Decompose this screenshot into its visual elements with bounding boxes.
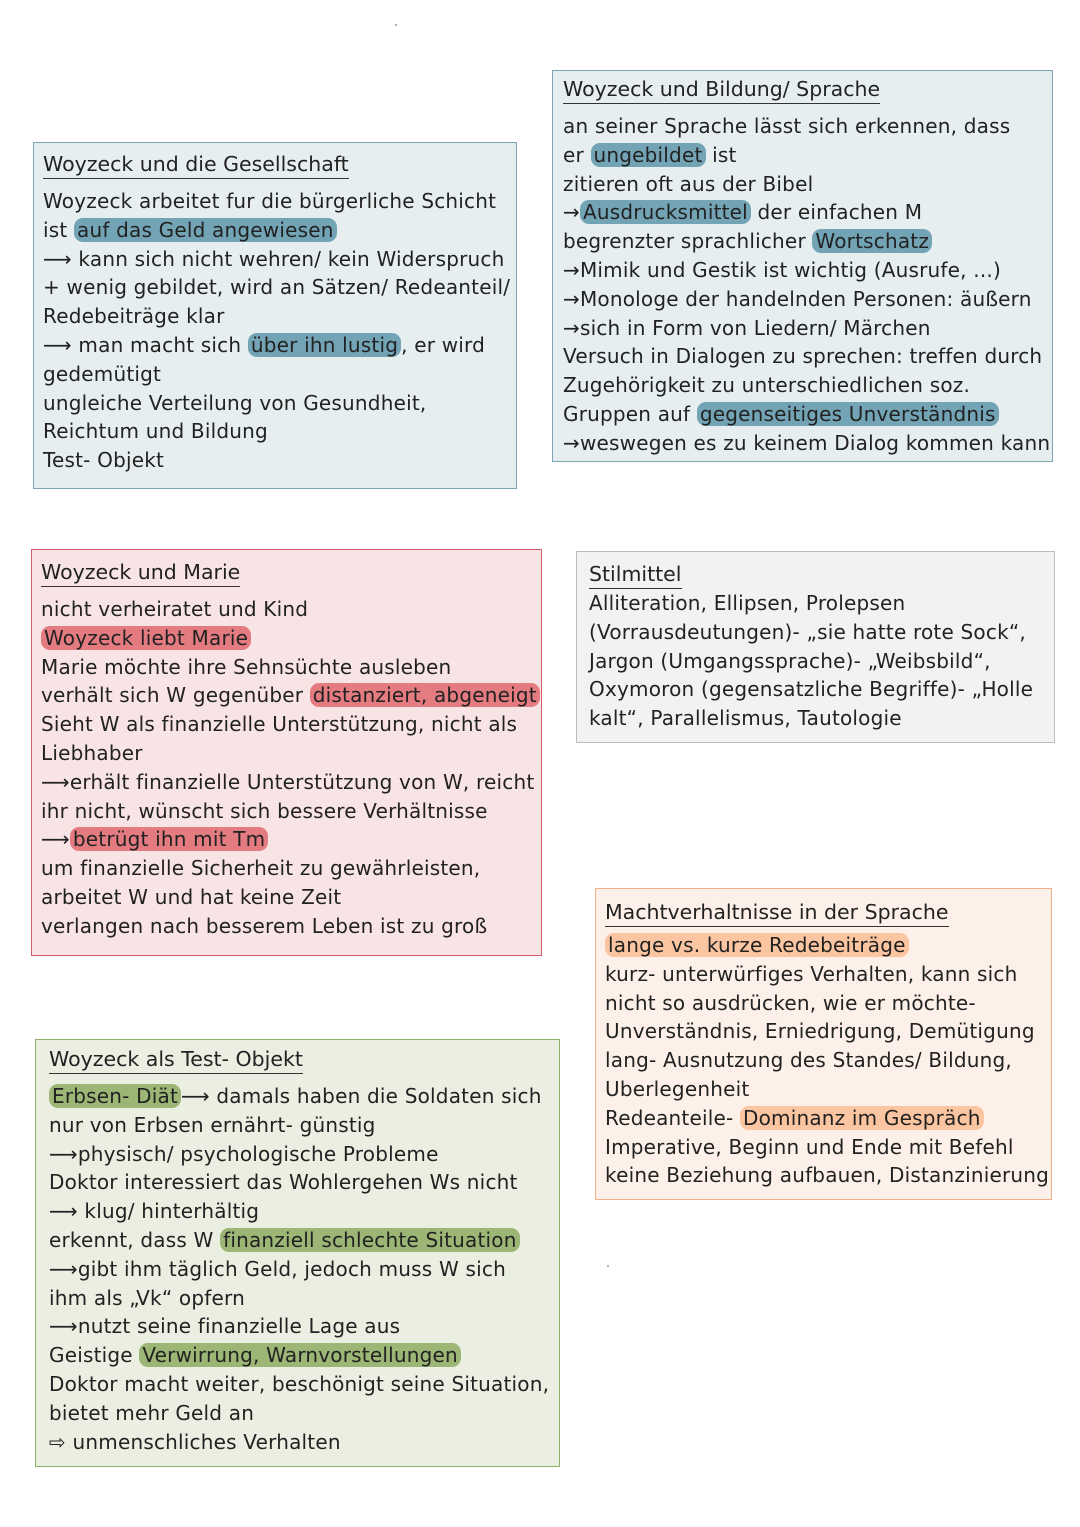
text-segment: , er wird xyxy=(401,332,485,357)
text-line: bietet mehr Geld an xyxy=(49,1400,255,1425)
card-test-objekt xyxy=(35,1039,560,1467)
text-line: Unverständnis, Erniedrigung, Demütigung xyxy=(605,1019,1035,1044)
text-line: ⟶nutzt seine finanzielle Lage aus xyxy=(49,1314,401,1339)
text-line xyxy=(563,198,1042,227)
stray-dot xyxy=(607,1265,609,1267)
highlight: Dominanz im Gespräch xyxy=(740,1106,984,1130)
text-line: nicht so ausdrücken, wie er möchte- xyxy=(605,990,976,1015)
text-line: Imperative, Beginn und Ende mit Befehl xyxy=(605,1134,1014,1159)
text-line: ⟶gibt ihm täglich Geld, jedoch muss W sich xyxy=(49,1256,506,1281)
text-line: + wenig gebildet, wird an Sätzen/ Redeanteil/ xyxy=(43,275,511,300)
text-line: Test- Objekt xyxy=(43,448,165,473)
text-line: →Mimik und Gestik ist wichtig (Ausrufe, ...) xyxy=(563,257,1001,282)
text-line: →Monologe der handelnden Personen: äußern xyxy=(563,286,1032,311)
text-line: ⇨ unmenschliches Verhalten xyxy=(49,1429,341,1454)
text-line: Woyzeck arbeitet fur die bürgerliche Schicht xyxy=(43,189,497,213)
text-line xyxy=(563,400,1042,429)
text-line xyxy=(49,1082,549,1111)
text-segment: ⟶ xyxy=(41,827,70,852)
text-line: Doktor interessiert das Wohlergehen Ws nicht xyxy=(49,1170,518,1195)
text-line xyxy=(41,624,531,653)
text-line xyxy=(43,216,506,245)
text-line xyxy=(563,141,1042,170)
text-line: Jargon (Umgangssprache)- „Weibsbild“, xyxy=(589,648,991,673)
text-line: Sieht W als finanzielle Unterstützung, nicht als xyxy=(41,712,518,737)
text-line: Redebeiträge klar xyxy=(43,304,225,329)
text-line: (Vorrausdeutungen)- „sie hatte rote Sock“, xyxy=(589,619,1026,644)
text-line: ⟶ kann sich nicht wehren/ kein Widerspruch xyxy=(43,246,505,271)
card-machtverhaeltnisse xyxy=(595,888,1052,1200)
text-line: ungleiche Verteilung von Gesundheit, xyxy=(43,390,427,415)
text-line xyxy=(605,1104,1041,1133)
text-line: gedemütigt xyxy=(43,361,162,386)
text-line: kurz- unterwürfiges Verhalten, kann sich xyxy=(605,961,1018,986)
text-segment: der einfachen M xyxy=(750,200,923,225)
card-title: Stilmittel xyxy=(589,561,682,589)
text-line: Oxymoron (gegensatzliche Begriffe)- „Holle xyxy=(589,677,1034,702)
text-line: ihr nicht, wünscht sich bessere Verhältnisse xyxy=(41,798,488,823)
text-line: ⟶ klug/ hinterhältig xyxy=(49,1199,260,1224)
text-line: ⟶physisch/ psychologische Probleme xyxy=(49,1141,439,1166)
text-line: arbeitet W und hat keine Zeit xyxy=(41,884,342,909)
text-segment: ist xyxy=(43,217,74,242)
text-line: Alliteration, Ellipsen, Prolepsen xyxy=(589,591,906,615)
text-line xyxy=(605,931,1041,960)
text-line xyxy=(41,825,531,854)
text-segment: ⟶ man macht sich xyxy=(43,332,248,357)
card-title: Woyzeck und Bildung/ Sprache xyxy=(563,76,880,104)
card-title: Woyzeck und die Gesellschaft xyxy=(43,151,349,179)
card-bildung-sprache xyxy=(552,70,1053,462)
text-line: →weswegen es zu keinem Dialog kommen kann xyxy=(563,430,1051,455)
text-line: lang- Ausnutzung des Standes/ Bildung, xyxy=(605,1048,1012,1073)
text-line: Uberlegenheit xyxy=(605,1076,750,1101)
text-line: keine Beziehung aufbauen, Distanzinierung xyxy=(605,1163,1050,1188)
text-segment: ist xyxy=(705,142,737,167)
text-line xyxy=(43,331,506,360)
text-line: ihm als „Vk“ opfern xyxy=(49,1285,245,1310)
highlight: betrügt ihn mit Tm xyxy=(70,827,268,851)
text-line: Zugehörigkeit zu unterschiedlichen soz. xyxy=(563,373,971,398)
text-line: an seiner Sprache lässt sich erkennen, dass xyxy=(563,114,1011,138)
highlight: Ausdrucksmittel xyxy=(580,200,751,224)
text-line: Versuch in Dialogen zu sprechen: treffen durch xyxy=(563,344,1043,369)
text-line: ⟶erhält finanzielle Unterstützung von W, reicht xyxy=(41,769,535,794)
text-segment: erkennt, dass W xyxy=(49,1227,221,1252)
highlight: distanziert, abgeneigt xyxy=(310,683,540,707)
text-segment: Gruppen auf xyxy=(563,401,697,426)
text-line xyxy=(49,1226,549,1255)
text-segment: verhält sich W gegenüber xyxy=(41,683,310,708)
text-segment: → xyxy=(563,200,580,225)
text-line: Doktor macht weiter, beschönigt seine Situation, xyxy=(49,1371,550,1396)
text-line: verlangen nach besserem Leben ist zu groß xyxy=(41,913,488,938)
highlight: gegenseitiges Unverständnis xyxy=(697,402,999,426)
card-title: Woyzeck und Marie xyxy=(41,559,240,587)
text-line: zitieren oft aus der Bibel xyxy=(563,171,814,196)
card-title: Woyzeck als Test- Objekt xyxy=(49,1046,303,1074)
text-line: Reichtum und Bildung xyxy=(43,419,268,444)
highlight: Woyzeck liebt Marie xyxy=(41,626,251,650)
card-marie xyxy=(31,549,542,956)
text-line xyxy=(563,227,1042,256)
text-segment: Geistige xyxy=(49,1343,140,1368)
highlight: ungebildet xyxy=(591,143,706,167)
text-segment: Redeanteile- xyxy=(605,1105,740,1130)
text-line: um finanzielle Sicherheit zu gewährleisten, xyxy=(41,856,481,881)
highlight: Verwirrung, Warnvorstellungen xyxy=(139,1343,461,1367)
text-line: nicht verheiratet und Kind xyxy=(41,597,309,621)
highlight: Wortschatz xyxy=(812,229,932,253)
text-line: Liebhaber xyxy=(41,740,143,765)
highlight: lange vs. kurze Redebeiträge xyxy=(605,933,909,957)
highlight: über ihn lustig xyxy=(248,333,401,357)
text-line: kalt“, Parallelismus, Tautologie xyxy=(589,706,902,731)
text-segment: begrenzter sprachlicher xyxy=(563,229,813,254)
text-line: nur von Erbsen ernährt- günstig xyxy=(49,1112,376,1137)
text-line xyxy=(49,1341,549,1370)
highlight: finanziell schlechte Situation xyxy=(220,1228,520,1252)
highlight: auf das Geld angewiesen xyxy=(74,218,337,242)
text-segment: er xyxy=(563,142,591,167)
highlight: Erbsen- Diät xyxy=(49,1084,181,1108)
card-stilmittel xyxy=(576,551,1055,743)
card-title: Machtverhaltnisse in der Sprache xyxy=(605,899,949,927)
text-line xyxy=(41,681,537,710)
text-line: →sich in Form von Liedern/ Märchen xyxy=(563,315,931,340)
text-line: Marie möchte ihre Sehnsüchte ausleben xyxy=(41,654,452,679)
text-segment: ⟶ damals haben die Soldaten sich xyxy=(180,1084,542,1108)
stray-dot xyxy=(395,24,397,26)
card-gesellschaft xyxy=(33,142,517,489)
